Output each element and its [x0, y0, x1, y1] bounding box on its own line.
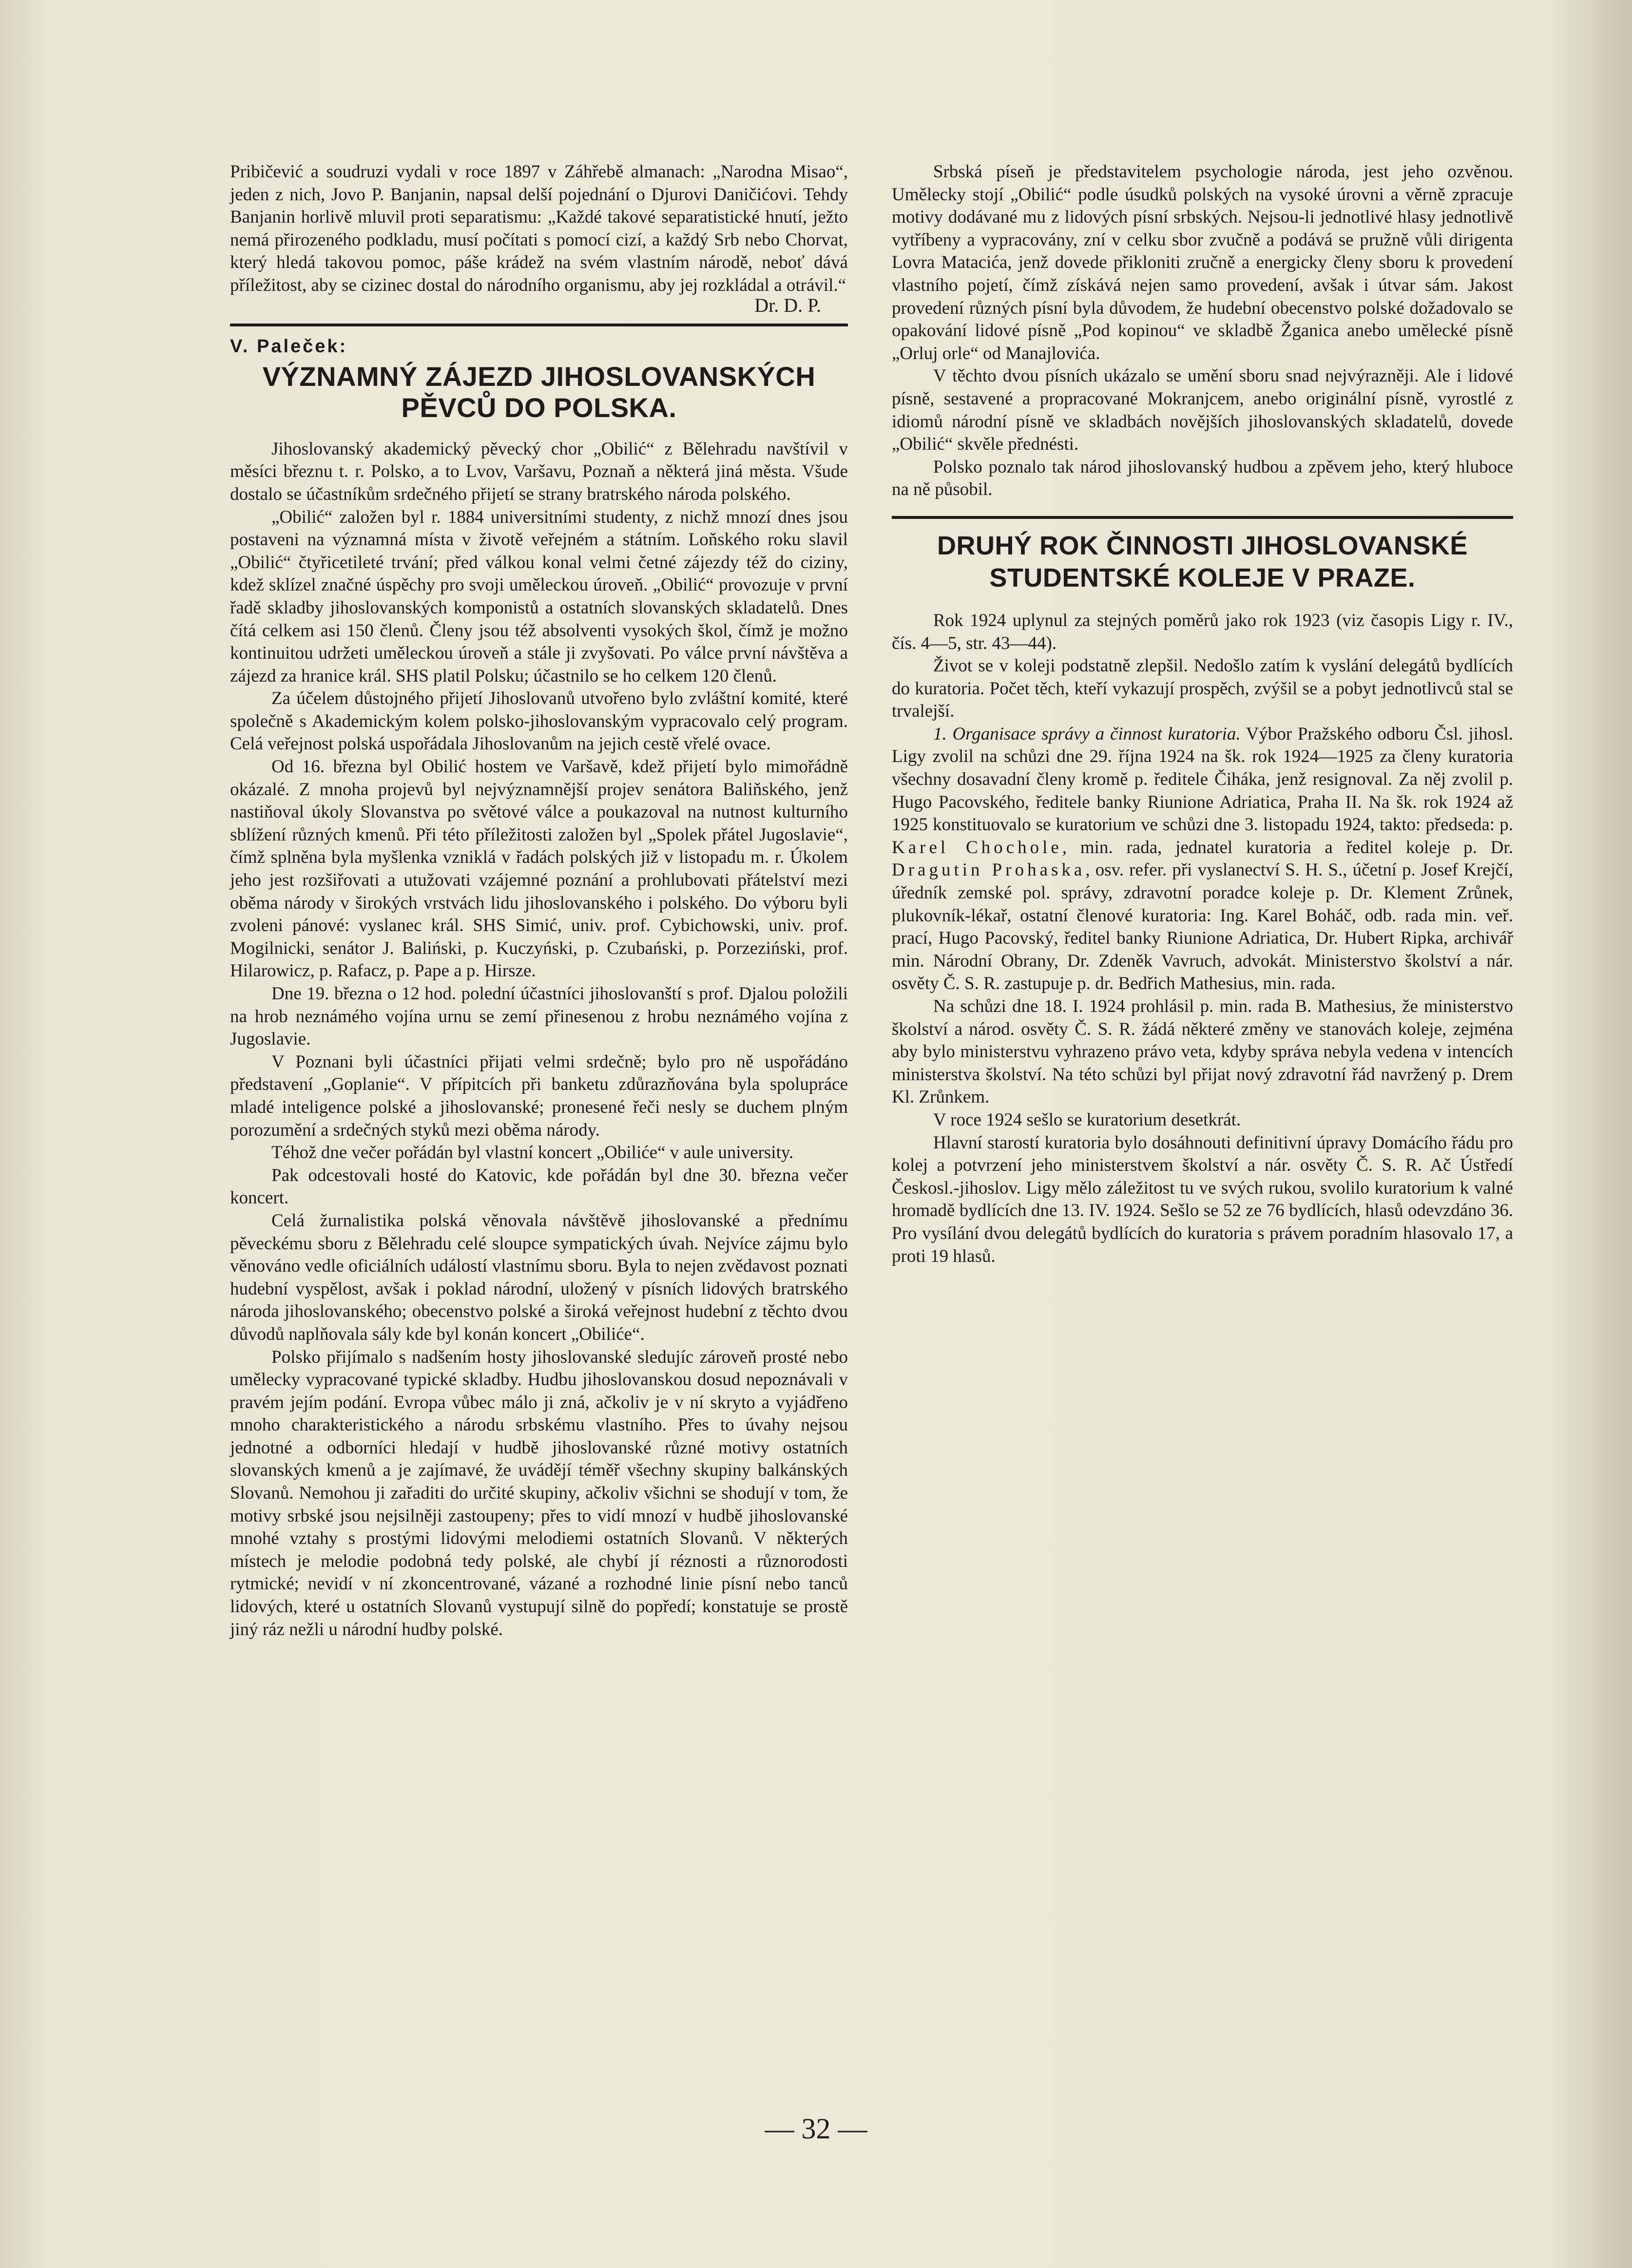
article2-paragraph: Hlavní starostí kuratoria bylo dosáhnouti definitivní úpravy Domácího řádu pro kolej a potvrzení jeho ministerstvem školství a nár. osvěty Č. S. R. Ač Ústředí Českosl.-jihoslov. Ligy mělo záležitost tu ve svých rukou, svolilo kuratorium k valné hromadě bydlících dne 13. IV. 1924. Sešlo se 52 ze 76 bydlících, hlasů odevzdáno 36. Pro vysílání dvou delegátů bydlících do kuratoria s právem poradním hlasovalo 17, a proti 19 hlasů. — [892, 1132, 1513, 1266]
section-divider — [230, 324, 848, 326]
article1-title: VÝZNAMNÝ ZÁJEZD JIHOSLOVANSKÝCH PĚVCŮ DO POLSKA. — [262, 361, 816, 423]
article1-paragraph: Od 16. března byl Obilić hostem ve Varšavě, kdež přijetí bylo mimořádně okázalé. Z mnoha projevů byl nejvýznamnější projev senátora Baliňského, jenž nastiňoval úkoly Slovanstva po světové válce a poukazoval na nutnost kulturního sblížení různých kmenů. Při této příležitosti založen byl „Spolek přátel Jugoslavie“, čímž splněna byla myšlenka vzniklá v řadách polských již v listopadu m. r. Úkolem jeho jest rozšiřovati a utužovati vzájemné poznání a prohlubovati přátelství mezi oběma národy v širokých vrstvách lidu jihoslovanského i polského. Do výboru byli zvoleni pánové: vyslanec král. SHS Simić, univ. prof. Cybichowski, univ. prof. Mogilnicki, senátor J. Baliński, p. Kuczyński, p. Czubański, p. Porzeziński, prof. Hilarowicz, p. Rafacz, p. Pape a p. Hirsze. — [230, 757, 848, 981]
article2-paragraph: V roce 1924 sešlo se kuratorium desetkrát. — [933, 1109, 1241, 1130]
organisation-text-a: Výbor Pražského odboru Čsl. jihosl. Ligy zvolil na schůzi dne 29. října 1924 na šk. rok 1924—1925 za členy kuratoria všechny dosavadní členy kromě p. ředitele Čiháka, jenž resignoval. Za něj zvolil p. Hugo Pacovského, ředitele banky Riunione Adriatica, Praha II. Na šk. rok 1924 až 1925 konstituovalo se kuratorium ve schůzi dne 3. listopadu 1924, takto: předseda: p. — [892, 724, 1513, 835]
article1-paragraph: „Obilić“ založen byl r. 1884 universitními studenty, z nichž mnozí dnes jsou postaveni na významná místa v životě veřejném a státním. Loňského roku slavil „Obilić“ čtyřicetileté trvání; před válkou konal velmi četné zájezdy též do ciziny, kdež sklízel značné úspěchy pro svoji uměleckou úroveň. „Obilić“ provozuje v první řadě skladby jihoslovanských komponistů a ostatních slovanských skladatelů. Dnes čítá celkem asi 150 členů. Členy jsou též absolventi vysokých škol, čímž je možno kontinuitou udržeti uměleckou úroveň a stále ji zvyšovati. Po válce první návštěva a zájezd za hranice král. SHS platil Polsku; účastnilo se ho celkem 120 členů. — [230, 507, 848, 686]
organisation-heading: 1. Organisace správy a činnost kuratoria. — [933, 724, 1241, 744]
article1-paragraph: Pak odcestovali hosté do Katovic, kde pořádán byl dne 30. března večer koncert. — [230, 1165, 848, 1208]
organisation-text-c: , osv. refer. při vyslanectví S. H. S., účetní p. Josef Krejčí, úředník zemské pol. správy, zdravotní poradce koleje p. Dr. Klement Zrůnek, plukovník-lékař, ostatní členové kuratoria: Ing. Karel Boháč, odb. rada min. veř. prací, Hugo Pacovský, ředitel banky Riunione Adriatica, Dr. Hubert Ripka, archivář min. Národní Obrany, Dr. Zdeněk Vavruch, advokát. Ministerstvo školství a nár. osvěty Č. S. R. zastupuje p. dr. Bedřich Mathesius, min. rada. — [892, 860, 1513, 994]
right-column — [892, 161, 1513, 1268]
article1-paragraph: V Poznani byli účastníci přijati velmi srdečně; bylo pro ně uspořádáno představení „Goplanie“. V přípitcích při banketu zdůrazňována byla spolupráce mladé inteligence polské a jihoslovanské; pronesené řeči nesly se duchem plným porozumění a srdečných styků mezi oběma národy. — [230, 1051, 848, 1140]
article1-paragraph: Za účelem důstojného přijetí Jihoslovanů utvořeno bylo zvláštní komité, které společně s Akademickým kolem polsko-jihoslovanským vypracovalo celý program. Celá veřejnost polská uspořádala Jihoslovanům na jejich cestě vřelé ovace. — [230, 688, 848, 754]
article1-paragraph: Jihoslovanský akademický pěvecký chor „Obilić“ z Bělehradu navštívil v měsíci březnu t. r. Polsko, a to Lvov, Varšavu, Poznaň a některá jiná města. Všude dostalo se účastníkům srdečného přijetí se strany bratrského národa polského. — [230, 438, 848, 504]
left-column — [230, 161, 848, 1641]
article1-paragraph: Polsko přijímalo s nadšením hosty jihoslovanské sledujíc zároveň prosté nebo umělecky vypracované typické skladby. Hudbu jihoslovanskou dosud nepoznávali v pravém jejím podání. Evropa vůbec málo ji zná, ačkoliv je v ní skryto a vyjádřeno mnoho charakteristického a národu srbskému vlastního. Přes to úvahy nejsou jednotné a odborníci hledají v hudbě jihoslovanské různé motivy ostatních slovanských kmenů a je zajímavé, že uvádějí téměř všechny skupiny balkánských Slovanů. Nemohou ji zařaditi do určité skupiny, ačkoliv všichni se shodují v tom, že motivy srbské jsou nejsilněji zastoupeny; přes to vidí mnozí v hudbě jihoslovanské mnohé vztahy s prostými lidovými melodiemi ostatních Slovanů. V některých místech je melodie podobná tedy polské, ale chybí jí réznosti a různorodosti rytmické; nevidí v ní zkoncentrované, vázané a rozhodné linie písní nebo tanců lidových, které u ostatních Slovanů vystupují silně do popředí; konstatuje se prostě jiný ráz nežli u národní hudby polské. — [230, 1347, 848, 1639]
section-divider — [892, 516, 1513, 519]
article1-paragraph: Celá žurnalistika polská věnovala návštěvě jihoslovanské a přednímu pěveckému sboru z Bělehradu celé sloupce sympatických úvah. Nejvíce zájmu bylo věnováno vedle oficiálních událostí vlastnímu sboru. Byla to nejen zvědavost poznati hudební vyspělost, avšak i poklad národní, uložený v písních lidových bratrského národa jihoslovanského; obecenstvo polské a široká veřejnost hudební z těchto dvou důvodů naplňovala sály kde byl konán koncert „Obiliće“. — [230, 1210, 848, 1344]
director-name: Dragutin Prohaska — [892, 860, 1086, 880]
article2-paragraph-organisation — [892, 723, 1513, 995]
article1-paragraph: V těchto dvou písních ukázalo se umění sboru snad nejvýrazněji. Ale i lidové písně, sestavené a propracované Mokranjcem, anebo originální písně, vyrostlé z idiomů národní písně ve skladbách novějších jihoslovanských skladatelů, dovede „Obilić“ skvěle přednésti. — [892, 366, 1513, 455]
article1-paragraph: Dne 19. března o 12 hod. polední účastníci jihoslovanští s prof. Djalou položili na hrob neznámého vojína urnu se zemí přinesenou z hrobu neznámého vojína z Jugoslavie. — [230, 984, 848, 1049]
article1-paragraph: Polsko poznalo tak národ jihoslovanský hudbou a zpěvem jeho, který hluboce na ně působil. — [892, 457, 1513, 500]
article1-paragraph: Téhož dne večer pořádán byl vlastní koncert „Obiliće“ v aule university. — [271, 1143, 794, 1163]
article2-title: DRUHÝ ROK ČINNOSTI JIHOSLOVANSKÉ STUDENTSKÉ KOLEJE V PRAZE. — [937, 531, 1468, 592]
organisation-text-b: , min. rada, jednatel kuratoria a ředitel koleje p. Dr. — [1062, 837, 1513, 858]
page-number: — 32 — — [765, 2113, 867, 2145]
intro-signature: Dr. D. P. — [754, 294, 821, 316]
intro-paragraph: Pribičević a soudruzi vydali v roce 1897 v Záhřebě almanach: „Narodna Misao“, jeden z nich, Jovo P. Banjanin, napsal delší pojednání o Djurovi Daničićovi. Tehdy Banjanin horlivě mluvil proti separatismu: „Každé takové separatistické hnutí, ježto nemá přirozeného podkladu, musí počítati s pomocí cizí, a každý Srb nebo Chorvat, který hledá takovou pomoc, páše krádež na svém vlastním národě, neboť dává příležitost, aby se cizinec dostal do národního organismu, aby jej rozkládal a otrávil.“ — [230, 162, 848, 295]
article1-paragraph: Srbská píseň je představitelem psychologie národa, jest jeho ozvěnou. Umělecky stojí „Obilić“ podle úsudků polských na vysoké úrovni a věrně zpracuje motivy dodávané mu z lidových písní srbských. Nejsou-li jednotlivé hlasy jednotlivě vytříbeny a vypracovány, zní v celku sbor zvučně a podává se pružně vůli dirigenta Lovra Matacića, jenž dovede přikloniti zručně a energicky členy sboru k provedení vlastního pojetí, čímž získává nejen samo provedení, avšak i útvar sám. Jakost provedení různých písní byla důvodem, že hudební obecenstvo polské dožadovalo se opakování lidové písně „Pod kopinou“ ve skladbě Žganica anebo umělecké písně „Orluj orle“ od Manajlovića. — [892, 162, 1513, 363]
chairman-name: Karel Chochole — [892, 837, 1062, 858]
article2-paragraph: Život se v koleji podstatně zlepšil. Nedošlo zatím k vyslání delegátů bydlících do kuratoria. Počet těch, kteří vykazují prospěch, zvýšil se a pobyt jednotlivců stal se trvalejší. — [892, 656, 1513, 722]
article2-paragraph: Rok 1924 uplynul za stejných poměrů jako rok 1923 (viz časopis Ligy r. IV., čís. 4—5, str. 43—44). — [892, 610, 1513, 653]
article1-author: V. Paleček: — [230, 336, 348, 357]
article2-paragraph: Na schůzi dne 18. I. 1924 prohlásil p. min. rada B. Mathesius, že ministerstvo školství a národ. osvěty Č. S. R. žádá některé změny ve stanovách koleje, zejména aby bylo ministerstvu vyhrazeno právo veta, kdyby správa nebyla vedena v intencích ministerstva školství. Na této schůzi byl přijat nový zdravotní řád navržený p. Drem Kl. Zrůnkem. — [892, 996, 1513, 1107]
